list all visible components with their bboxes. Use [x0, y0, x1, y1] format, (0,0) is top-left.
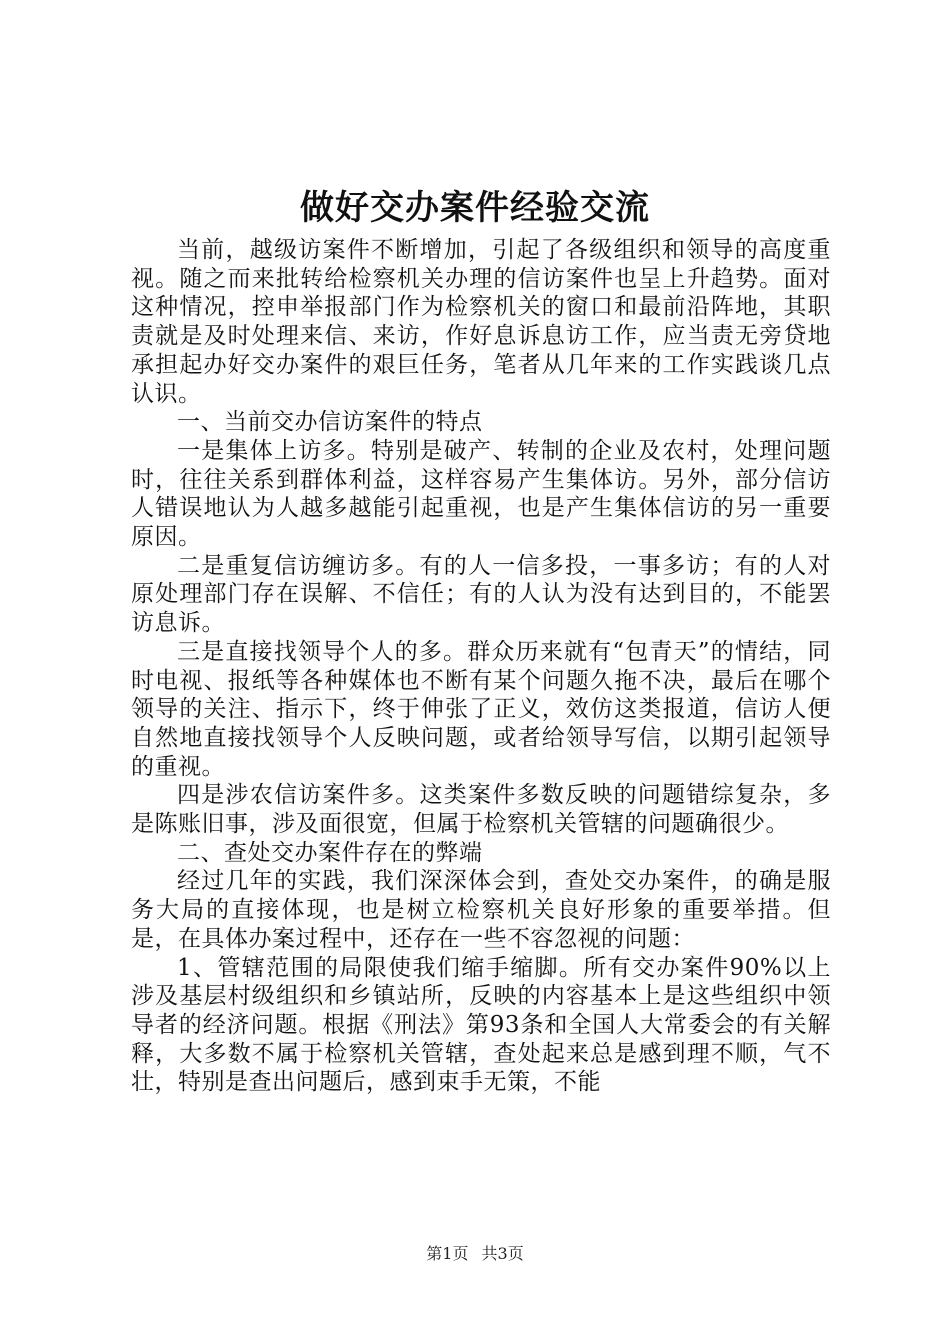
document-body [131, 236, 831, 1097]
page-footer [0, 1242, 950, 1266]
section-heading-1: 一、当前交办信访案件的特点 [177, 409, 483, 436]
paragraph-point-4: 四是涉农信访案件多。这类案件多数反映的问题错综复杂，多是陈账旧事，涉及面很宽，但属于检察机关管辖的问题确很少。 [131, 782, 831, 838]
paragraph-practice: 经过几年的实践，我们深深体会到，查处交办案件，的确是服务大局的直接体现，也是树立检察机关良好形象的重要举措。但是，在具体办案过程中，还存在一些不容忽视的问题： [131, 868, 831, 952]
paragraph-issue-1: 1、管辖范围的局限使我们缩手缩脚。所有交办案件90%以上涉及基层村级组织和乡镇站所，反映的内容基本上是这些组织中领导者的经济问题。根据《刑法》第93条和全国人大常委会的有关解释，大多数不属于检察机关管辖，查处起来总是感到理不顺，气不壮，特别是查出问题后，感到束手无策，不能 [131, 954, 831, 1096]
intro-paragraph: 当前，越级访案件不断增加，引起了各级组织和领导的高度重视。随之而来批转给检察机关办理的信访案件也呈上升趋势。面对这种情况，控申举报部门作为检察机关的窗口和最前沿阵地，其职责就是及时处理来信、来访，作好息诉息访工作，应当责无旁贷地承担起办好交办案件的艰巨任务，笔者从几年来的工作实践谈几点认识。 [131, 237, 831, 407]
paragraph-point-1: 一是集体上访多。特别是破产、转制的企业及农村，处理问题时，往往关系到群体利益，这样容易产生集体访。另外，部分信访人错误地认为人越多越能引起重视，也是产生集体信访的另一重要原因。 [131, 437, 831, 551]
paragraph-point-2: 二是重复信访缠访多。有的人一信多投，一事多访；有的人对原处理部门存在误解、不信任；有的人认为没有达到目的，不能罢访息诉。 [131, 552, 831, 637]
paragraph-point-3: 三是直接找领导个人的多。群众历来就有“包青天”的情结，同时电视、报纸等各种媒体也不断有某个问题久拖不决，最后在哪个领导的关注、指示下，终于伸张了正义，效仿这类报道，信访人便自然地直接找领导个人反映问题，或者给领导写信，以期引起领导的重视。 [131, 638, 831, 780]
section-heading-2: 二、查处交办案件存在的弊端 [177, 839, 483, 866]
document-title: 做好交办案件经验交流 [300, 188, 650, 228]
page-number: 第1页 [426, 1244, 469, 1263]
page-total: 共3页 [481, 1244, 524, 1263]
